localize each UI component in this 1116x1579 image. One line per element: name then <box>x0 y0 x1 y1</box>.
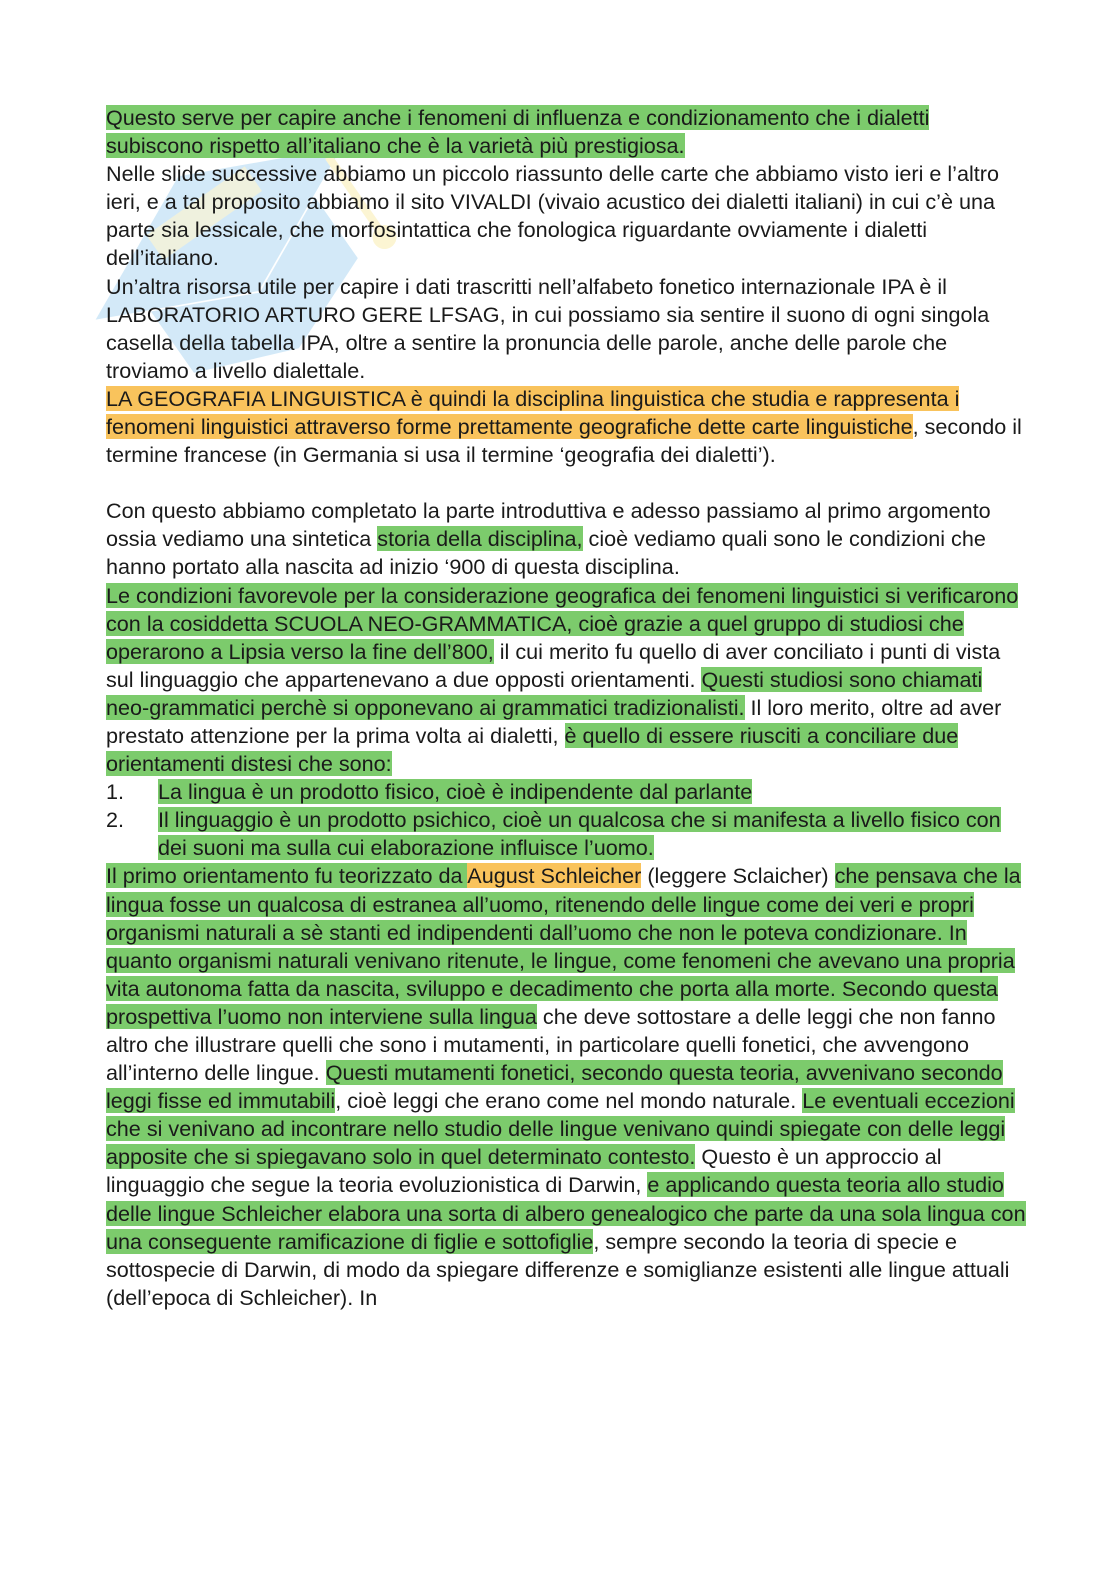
highlight: Questi mutamenti fonetici, secondo questa teoria, avvenivano secondo leggi fisse ed immutabili <box>106 1060 1003 1114</box>
document-body <box>106 104 1026 1312</box>
paragraph-history: Con questo abbiamo completato la parte introduttiva e adesso passiamo al primo argomento ossia vediamo una sintetica storia della disciplina, cioè vediamo quali sono le condizioni che hanno portato alla nascita ad inizio ‘900 di questa disciplina. <box>106 498 991 580</box>
paragraph-neogrammar: Le condizioni favorevole per la considerazione geografica dei fenomeni linguistici si verificarono con la cosiddetta SCUOLA NEO-GRAMMATICA, cioè grazie a quel gruppo di studiosi che operarono a Lipsia verso la fine dell’800, il cui merito fu quello di aver conciliato i punti di vista sul linguaggio che appartenevano a due opposti orientamenti. Questi studiosi sono chiamati neo-grammatici perchè si opponevano ai grammatici tradizionalisti. Il loro merito, oltre ad aver prestato attenzione per la prima volta ai dialetti, è quello di essere riusciti a conciliare due orientamenti distesi che sono: <box>106 582 1019 777</box>
highlight: storia della disciplina, <box>377 526 583 552</box>
highlight-yellow: LA GEOGRAFIA LINGUISTICA è quindi la disciplina linguistica che studia e rappresenta i fenomeni linguistici attraverso forme prettamente geografiche dette carte linguistiche <box>106 385 960 440</box>
paragraph-vivaldi: Nelle slide successive abbiamo un piccolo riassunto delle carte che abbiamo visto ieri e l’altro ieri, e a tal proposito abbiamo il sito VIVALDI (vivaio acustico dei dialetti italiani) in cui c’è una parte sia lessicale, che morfosintattica che fonologica riguardante ovviamente i dialetti dell’italiano. <box>106 161 999 271</box>
highlight: che pensava che la lingua fosse un qualcosa di estranea all’uomo, ritenendo delle lingue come dei veri e propri organismi naturali a sè stanti ed indipendenti dall’uomo che non le poteva condizionare. In quanto organismi naturali venivano ritenute, le lingue, come fenomeni che avevano una propria vita autonoma fatta da nascita, sviluppo e decadimento che porta alla morte. Secondo questa prospettiva l’uomo non interviene sulla lingua <box>106 863 1021 1029</box>
highlight: Il primo orientamento fu teorizzato da <box>106 863 468 889</box>
highlight-yellow: August Schleicher <box>467 863 642 889</box>
paragraph-schleicher: Il primo orientamento fu teorizzato da August Schleicher (leggere Sclaicher) che pensava che la lingua fosse un qualcosa di estranea all’uomo, ritenendo delle lingue come dei veri e propri organismi naturali a sè stanti ed indipendenti dall’uomo che non le poteva condizionare. In quanto organismi naturali venivano ritenute, le lingue, come fenomeni che avevano una propria vita autonoma fatta da nascita, sviluppo e decadimento che porta alla morte. Secondo questa prospettiva l’uomo non interviene sulla lingua che deve sottostare a delle leggi che non fanno altro che illustrare quelli che sono i mutamenti, in particolare quelli fonetici, che avvengono all’interno delle lingue. Questi mutamenti fonetici, secondo questa teoria, avvenivano secondo leggi fisse ed immutabili, cioè leggi che erano come nel mondo naturale. Le eventuali eccezioni che si venivano ad incontrare nello studio delle lingue venivano quindi spiegate con delle leggi apposite che si spiegavano solo in quel determinato contesto. Questo è un approccio al linguaggio che segue la teoria evoluzionistica di Darwin, e applicando questa teoria allo studio delle lingue Schleicher elabora una sorta di albero genealogico che parte da una sola lingua con una conseguente ramificazione di figlie e sottofiglie, sempre secondo la teoria di specie e sottospecie di Darwin, di modo da spiegare differenze e somiglianze esistenti alle lingue attuali (dell’epoca di Schleicher). In <box>106 863 1026 1310</box>
list-item: 1. La lingua è un prodotto fisico, cioè è indipendente dal parlante <box>106 779 753 805</box>
highlight: è quello di essere riusciti a conciliare due orientamenti distesi che sono: <box>106 722 959 777</box>
paragraph-intro <box>106 104 1026 160</box>
list-item: 2. Il linguaggio è un prodotto psichico, cioè un qualcosa che si manifesta a livello fisico con dei suoni ma sulla cui elaborazione influisce l’uomo. <box>106 807 1001 861</box>
highlight: Il linguaggio è un prodotto psichico, cioè un qualcosa che si manifesta a livello fisico con dei suoni ma sulla cui elaborazione influisce l’uomo. <box>158 807 1001 861</box>
highlight: Questi studiosi sono chiamati neo-grammatici perchè si opponevano ai grammatici tradizionalisti. <box>106 666 983 720</box>
highlight: Le condizioni favorevole per la considerazione geografica dei fenomeni linguistici si verificarono con la cosiddetta SCUOLA NEO-GRAMMATICA, cioè grazie a quel gruppo di studiosi che operarono a Lipsia verso la fine dell’800, <box>106 582 1019 664</box>
paragraph-definition: LA GEOGRAFIA LINGUISTICA è quindi la disciplina linguistica che studia e rappresenta i fenomeni linguistici attraverso forme prettamente geografiche dette carte linguistiche, secondo il termine francese (in Germania si usa il termine ‘geografia dei dialetti’). <box>106 385 1022 468</box>
paragraph-lfsag: Un’altra risorsa utile per capire i dati trascritti nell’alfabeto fonetico internazionale IPA è il LABORATORIO ARTURO GERE LFSAG, in cui possiamo sia sentire il suono di ogni singola casella della tabella IPA, oltre a sentire la pronuncia delle parole, anche delle parole che troviamo a livello dialettale. <box>106 273 990 383</box>
highlight: Le eventuali eccezioni che si venivano ad incontrare nello studio delle lingue venivano quindi spiegate con delle leggi apposite che si spiegavano solo in quel determinato contesto. <box>106 1088 1015 1170</box>
highlight: Questo serve per capire anche i fenomeni di influenza e condizionamento che i dialetti subiscono rispetto all’italiano che è la varietà più prestigiosa. <box>106 105 930 159</box>
highlight: e applicando questa teoria allo studio delle lingue Schleicher elabora una sorta di albero genealogico che parte da una sola lingua con una conseguente ramificazione di figlie e sottofiglie <box>106 1172 1026 1254</box>
highlight: La lingua è un prodotto fisico, cioè è indipendente dal parlante <box>158 779 753 805</box>
